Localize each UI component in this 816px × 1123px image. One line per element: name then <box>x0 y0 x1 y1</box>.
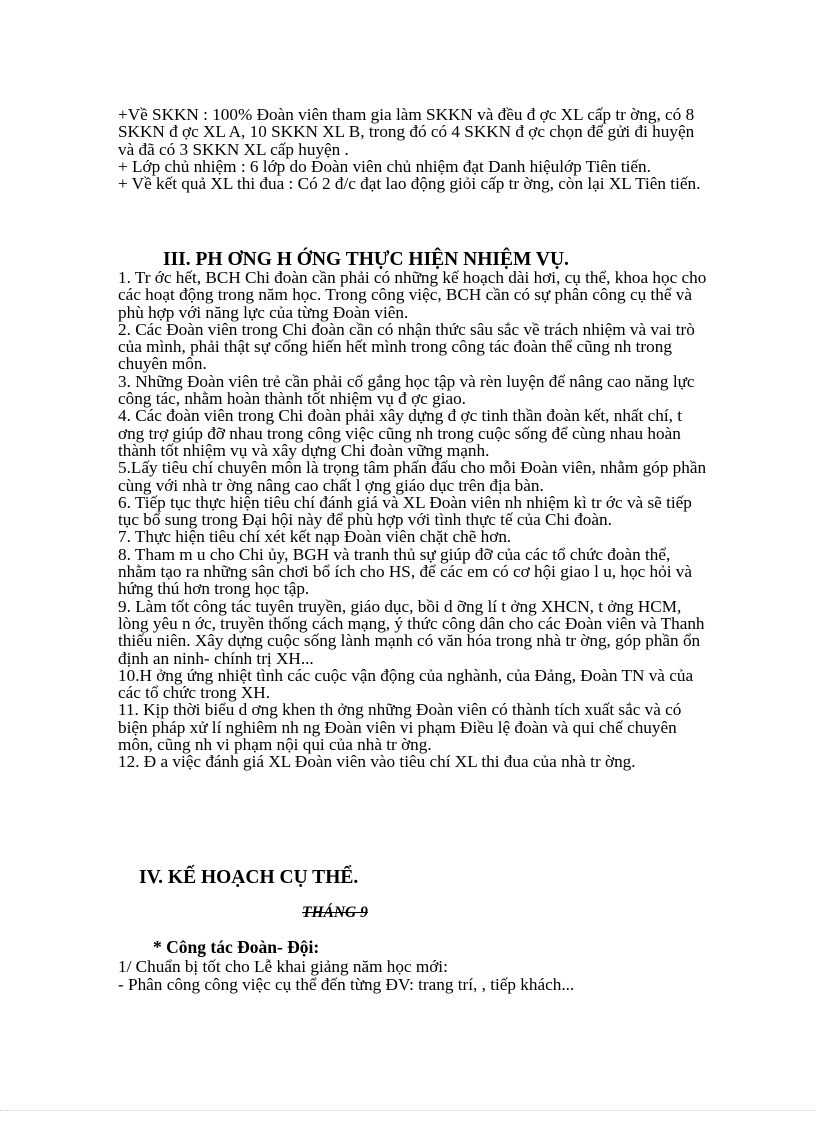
list-item: 3. Những Đoàn viên trẻ cần phải cố gắng học tập và rèn luyện để nâng cao năng lực công tác, nhằm hoàn thành tốt nhiệm vụ đ ợc giao. <box>118 371 695 409</box>
list-item: 6. Tiếp tục thực hiện tiêu chí đánh giá và XL Đoàn viên nh nhiệm kì tr ớc và sẽ tiếp tục bổ sung trong Đại hội này để phù hợp với tình thực tế của Chi đoàn. <box>118 492 692 530</box>
subheading: * Công tác Đoàn- Đội: <box>153 937 320 957</box>
list-item: 2. Các Đoàn viên trong Chi đoàn cần có nhận thức sâu sắc về trách nhiệm và vai trò của mình, phải thật sự cống hiến hết mình trong công tác đoàn thể cũng nh trong chuyên môn. <box>118 319 695 374</box>
list-item: 9. Làm tốt công tác tuyên truyền, giáo dục, bồi d ỡng lí t ởng XHCN, t ởng HCM, lòng yêu n ớc, truyền thống cách mạng, ý thức công dân cho các Đoàn viên và Thanh thiếu niên. Xây dựng cuộc sống lành mạnh có văn hóa trong nhà tr ờng, góp phần ổn định an ninh- chính trị XH... <box>118 596 705 668</box>
paragraph: +Về SKKN : 100% Đoàn viên tham gia làm SKKN và đều đ ợc XL cấp tr ờng, có 8 SKKN đ ợc XL A, 10 SKKN XL B, trong đó có 4 SKKN đ ợc chọn để gửi đi huyện và đã có 3 SKKN XL cấp huyện . <box>118 105 695 159</box>
section-3-heading: III. PH ƠNG H ỚNG THỰC HIỆN NHIỆM VỤ. <box>163 249 569 270</box>
list-item: 10.H ởng ứng nhiệt tình các cuộc vận động của nghành, của Đảng, Đoàn TN và của các tổ chức trong XH. <box>118 665 694 703</box>
plan-line: 1/ Chuẩn bị tốt cho Lễ khai giảng năm học mới: <box>118 957 448 976</box>
paragraph: + Lớp chủ nhiệm : 6 lớp do Đoàn viên chủ nhiệm đạt Danh hiệulớp Tiên tiến. <box>118 156 651 176</box>
page-bottom-divider <box>0 1110 816 1111</box>
list-item: 5.Lấy tiêu chí chuyên môn là trọng tâm phấn đấu cho mỗi Đoàn viên, nhằm góp phần cùng với nhà tr ờng nâng cao chất l ợng giáo dục trên địa bàn. <box>118 458 707 495</box>
list-item: 8. Tham m u cho Chi ủy, BGH và tranh thủ sự giúp đỡ của các tổ chức đoàn thể, nhằm tạo ra những sân chơi bổ ích cho HS, để các em có cơ hội giao l u, học hỏi và hứng thú hơn trong học tập. <box>118 544 692 599</box>
results-block <box>118 106 708 192</box>
list-item: 7. Thực hiện tiêu chí xét kết nạp Đoàn viên chặt chẽ hơn. <box>118 527 512 547</box>
list-item: 1. Tr ớc hết, BCH Chi đoàn cần phải có những kế hoạch dài hơi, cụ thể, khoa học cho các hoạt động trong năm học. Trong công việc, BCH cần có sự phân công cụ thể và phù hợp với năng lực của từng Đoàn viên. <box>118 268 707 322</box>
section-4-heading: IV. KẾ HOẠCH CỤ THỂ. <box>139 867 359 888</box>
paragraph: + Về kết quả XL thi đua : Có 2 đ/c đạt lao động giỏi cấp tr ờng, còn lại XL Tiên tiến. <box>118 174 701 194</box>
month-label: THÁNG 9 <box>302 904 368 921</box>
plan-line: - Phân công công việc cụ thể đến từng ĐV: trang trí, , tiếp khách... <box>118 975 575 994</box>
list-item: 11. Kịp thời biểu d ơng khen th ởng những Đoàn viên có thành tích xuất sắc và có biện pháp xử lí nghiêm nh ng Đoàn viên vi phạm Điều lệ đoàn và qui chế chuyên môn, cũng nh vi phạm nội qui của nhà tr ờng. <box>118 700 682 755</box>
section-3-list <box>118 269 708 771</box>
list-item: 12. Đ a việc đánh giá XL Đoàn viên vào tiêu chí XL thi đua của nhà tr ờng. <box>118 752 636 772</box>
list-item: 4. Các đoàn viên trong Chi đoàn phải xây dựng đ ợc tinh thần đoàn kết, nhất chí, t ơng trợ giúp đỡ nhau trong công việc cũng nh trong cuộc sống để cùng nhau hoàn thành tốt nhiệm vụ và xây dựng Chi đoàn vững mạnh. <box>118 406 682 460</box>
